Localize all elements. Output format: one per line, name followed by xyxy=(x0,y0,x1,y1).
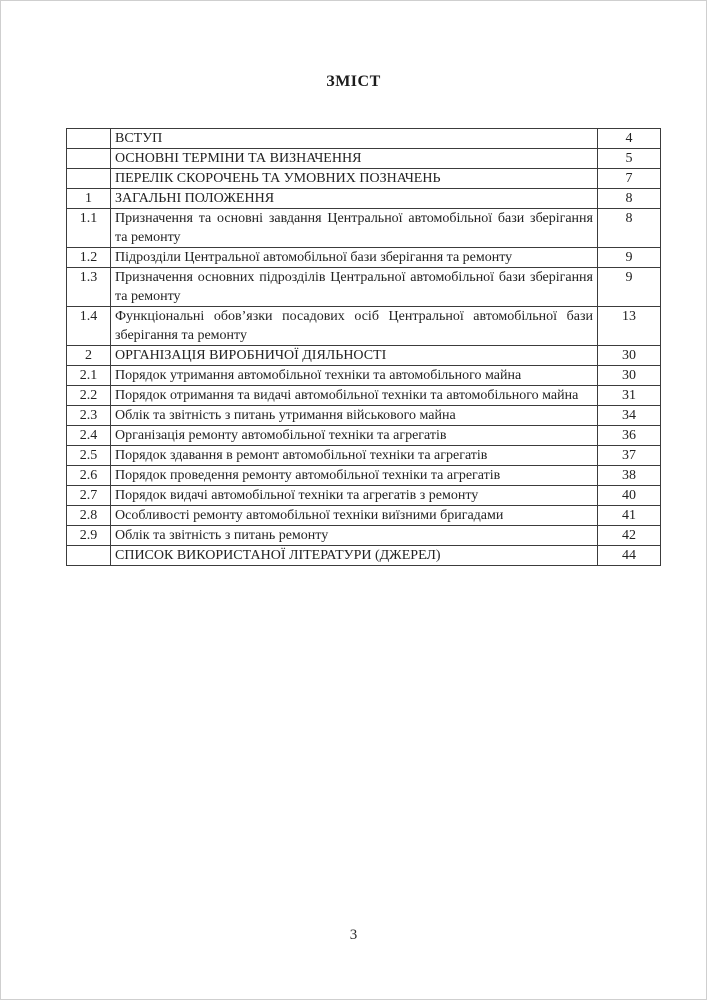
toc-row-title: Порядок здавання в ремонт автомобільної техніки та агрегатів xyxy=(111,446,598,466)
toc-row-page: 31 xyxy=(598,386,661,406)
toc-row-title: ОРГАНІЗАЦІЯ ВИРОБНИЧОЇ ДІЯЛЬНОСТІ xyxy=(111,346,598,366)
toc-row-number xyxy=(67,129,111,149)
toc-row-title: Порядок проведення ремонту автомобільної техніки та агрегатів xyxy=(111,466,598,486)
toc-row-number: 1.2 xyxy=(67,248,111,268)
toc-row-title: Особливості ремонту автомобільної техніки виїзними бригадами xyxy=(111,506,598,526)
toc-row-page: 34 xyxy=(598,406,661,426)
toc-row-page: 13 xyxy=(598,307,661,346)
toc-row-title: Облік та звітність з питань утримання військового майна xyxy=(111,406,598,426)
toc-row xyxy=(67,149,661,169)
toc-row-page: 41 xyxy=(598,506,661,526)
toc-row-page: 8 xyxy=(598,209,661,248)
toc-row-page: 7 xyxy=(598,169,661,189)
page-title: ЗМІСТ xyxy=(326,73,381,90)
toc-row-page: 42 xyxy=(598,526,661,546)
toc-row-page: 8 xyxy=(598,189,661,209)
toc-row-number: 2.8 xyxy=(67,506,111,526)
toc-row xyxy=(67,506,661,526)
toc-row-page: 44 xyxy=(598,546,661,566)
toc-row-page: 37 xyxy=(598,446,661,466)
toc-row-page: 30 xyxy=(598,366,661,386)
toc-table-body xyxy=(67,129,661,566)
toc-row-title: Порядок видачі автомобільної техніки та агрегатів з ремонту xyxy=(111,486,598,506)
toc-row xyxy=(67,307,661,346)
toc-row-number xyxy=(67,546,111,566)
toc-row-title: Призначення та основні завдання Центральної автомобільної бази зберігання та ремонту xyxy=(111,209,598,248)
toc-row-number: 2.1 xyxy=(67,366,111,386)
toc-table xyxy=(66,128,661,566)
toc-row-number: 1.4 xyxy=(67,307,111,346)
toc-row-number: 1.3 xyxy=(67,268,111,307)
toc-row-page: 36 xyxy=(598,426,661,446)
toc-row xyxy=(67,406,661,426)
toc-row-number: 1 xyxy=(67,189,111,209)
toc-row-title: Порядок отримання та видачі автомобільної техніки та автомобільного майна xyxy=(111,386,598,406)
toc-row xyxy=(67,209,661,248)
toc-row-title: ОСНОВНІ ТЕРМІНИ ТА ВИЗНАЧЕННЯ xyxy=(111,149,598,169)
toc-row-title: Призначення основних підрозділів Центральної автомобільної бази зберігання та ремонту xyxy=(111,268,598,307)
toc-row xyxy=(67,248,661,268)
toc-row-page: 5 xyxy=(598,149,661,169)
toc-row xyxy=(67,169,661,189)
toc-row-number: 2.4 xyxy=(67,426,111,446)
toc-row-title: Організація ремонту автомобільної техніки та агрегатів xyxy=(111,426,598,446)
toc-row xyxy=(67,268,661,307)
footer-page-number: 3 xyxy=(349,927,358,943)
toc-row xyxy=(67,426,661,446)
toc-row-number xyxy=(67,149,111,169)
toc-row-title: Підрозділи Центральної автомобільної бази зберігання та ремонту xyxy=(111,248,598,268)
toc-row-title: Функціональні обов’язки посадових осіб Центральної автомобільної бази зберігання та ремонту xyxy=(111,307,598,346)
toc-row-title: Порядок утримання автомобільної техніки та автомобільного майна xyxy=(111,366,598,386)
toc-row-page: 9 xyxy=(598,248,661,268)
toc-row xyxy=(67,466,661,486)
toc-row-number: 2.9 xyxy=(67,526,111,546)
toc-row-number: 2.5 xyxy=(67,446,111,466)
toc-row xyxy=(67,546,661,566)
toc-row-page: 40 xyxy=(598,486,661,506)
toc-row-number: 2 xyxy=(67,346,111,366)
toc-row-page: 38 xyxy=(598,466,661,486)
toc-row-page: 30 xyxy=(598,346,661,366)
toc-row-number: 2.2 xyxy=(67,386,111,406)
toc-row xyxy=(67,486,661,506)
toc-row-title: ЗАГАЛЬНІ ПОЛОЖЕННЯ xyxy=(111,189,598,209)
toc-row-page: 4 xyxy=(598,129,661,149)
toc-row-number: 1.1 xyxy=(67,209,111,248)
toc-row-number: 2.7 xyxy=(67,486,111,506)
toc-row-number: 2.3 xyxy=(67,406,111,426)
toc-row-title: ПЕРЕЛІК СКОРОЧЕНЬ ТА УМОВНИХ ПОЗНАЧЕНЬ xyxy=(111,169,598,189)
toc-row xyxy=(67,366,661,386)
toc-row-number: 2.6 xyxy=(67,466,111,486)
toc-row xyxy=(67,346,661,366)
toc-row xyxy=(67,526,661,546)
toc-row xyxy=(67,386,661,406)
toc-row-title: Облік та звітність з питань ремонту xyxy=(111,526,598,546)
toc-row xyxy=(67,189,661,209)
toc-row xyxy=(67,129,661,149)
toc-row-title: ВСТУП xyxy=(111,129,598,149)
toc-row-number xyxy=(67,169,111,189)
toc-row-title: СПИСОК ВИКОРИСТАНОЇ ЛІТЕРАТУРИ (ДЖЕРЕЛ) xyxy=(111,546,598,566)
toc-row-page: 9 xyxy=(598,268,661,307)
toc-row xyxy=(67,446,661,466)
